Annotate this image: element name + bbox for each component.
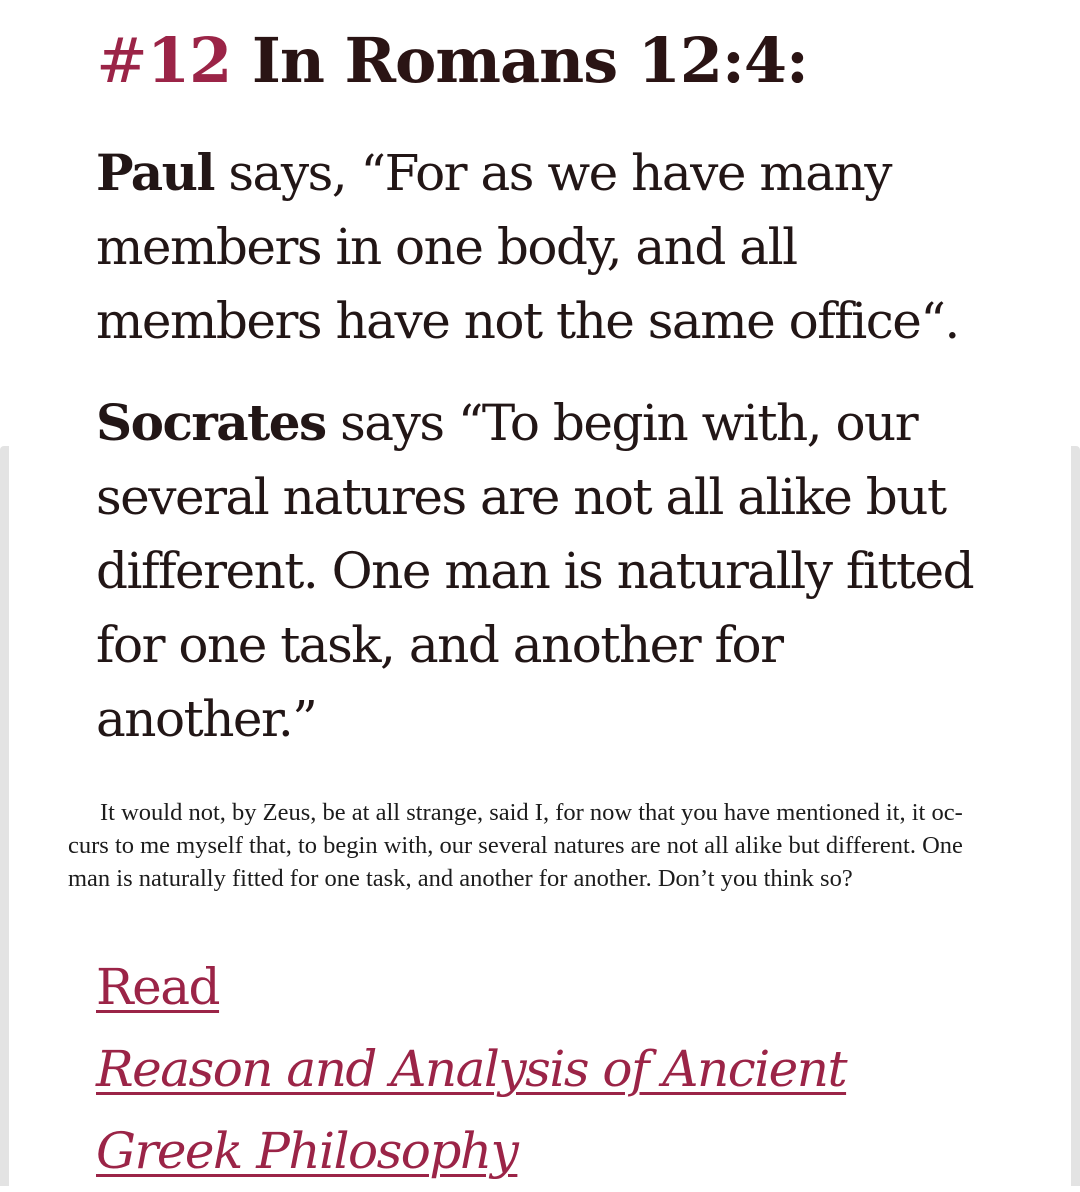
heading-title: In Romans 12:4: [251, 24, 808, 97]
heading-number: 12 [146, 24, 232, 97]
read-book-link[interactable] [96, 946, 846, 1192]
socrates-quote-line: another.” [96, 690, 317, 748]
socrates-speaker: Socrates [96, 393, 326, 452]
book-title-part-1: Reason and Analysis of Ancient [96, 1040, 847, 1098]
socrates-quote-line: says “To begin with, our [325, 394, 918, 452]
paul-speaker: Paul [96, 143, 214, 202]
read-link-line-2 [96, 1110, 846, 1192]
socrates-quote [96, 386, 973, 756]
left-scroll-edge [0, 446, 9, 1186]
paul-quote-line: members in one body, and all [96, 218, 797, 276]
section-heading [96, 18, 808, 104]
read-link-line-1 [96, 946, 846, 1110]
book-excerpt-image [68, 796, 1018, 895]
socrates-quote-line: for one task, and another for [96, 616, 783, 674]
paul-quote-line: members have not the same office“. [96, 292, 959, 350]
heading-hash: # [96, 24, 147, 97]
paul-quote [96, 136, 959, 358]
right-scroll-edge [1071, 446, 1080, 1186]
book-title-part-2: Greek Philosophy [96, 1122, 518, 1180]
socrates-quote-line: different. One man is naturally fitted [96, 542, 974, 600]
excerpt-line: man is naturally fitted for one task, and another for another. Don’t you think so? [68, 865, 853, 892]
paul-quote-line: says, “For as we have many [214, 144, 892, 202]
read-book-link-block [96, 946, 846, 1192]
socrates-quote-line: several natures are not all alike but [96, 468, 946, 526]
excerpt-line: curs to me myself that, to begin with, our several natures are not all alike but different. One [68, 832, 963, 859]
read-link-prefix: Read [96, 958, 220, 1016]
excerpt-line: It would not, by Zeus, be at all strange, said I, for now that you have mentioned it, it oc- [100, 799, 963, 826]
